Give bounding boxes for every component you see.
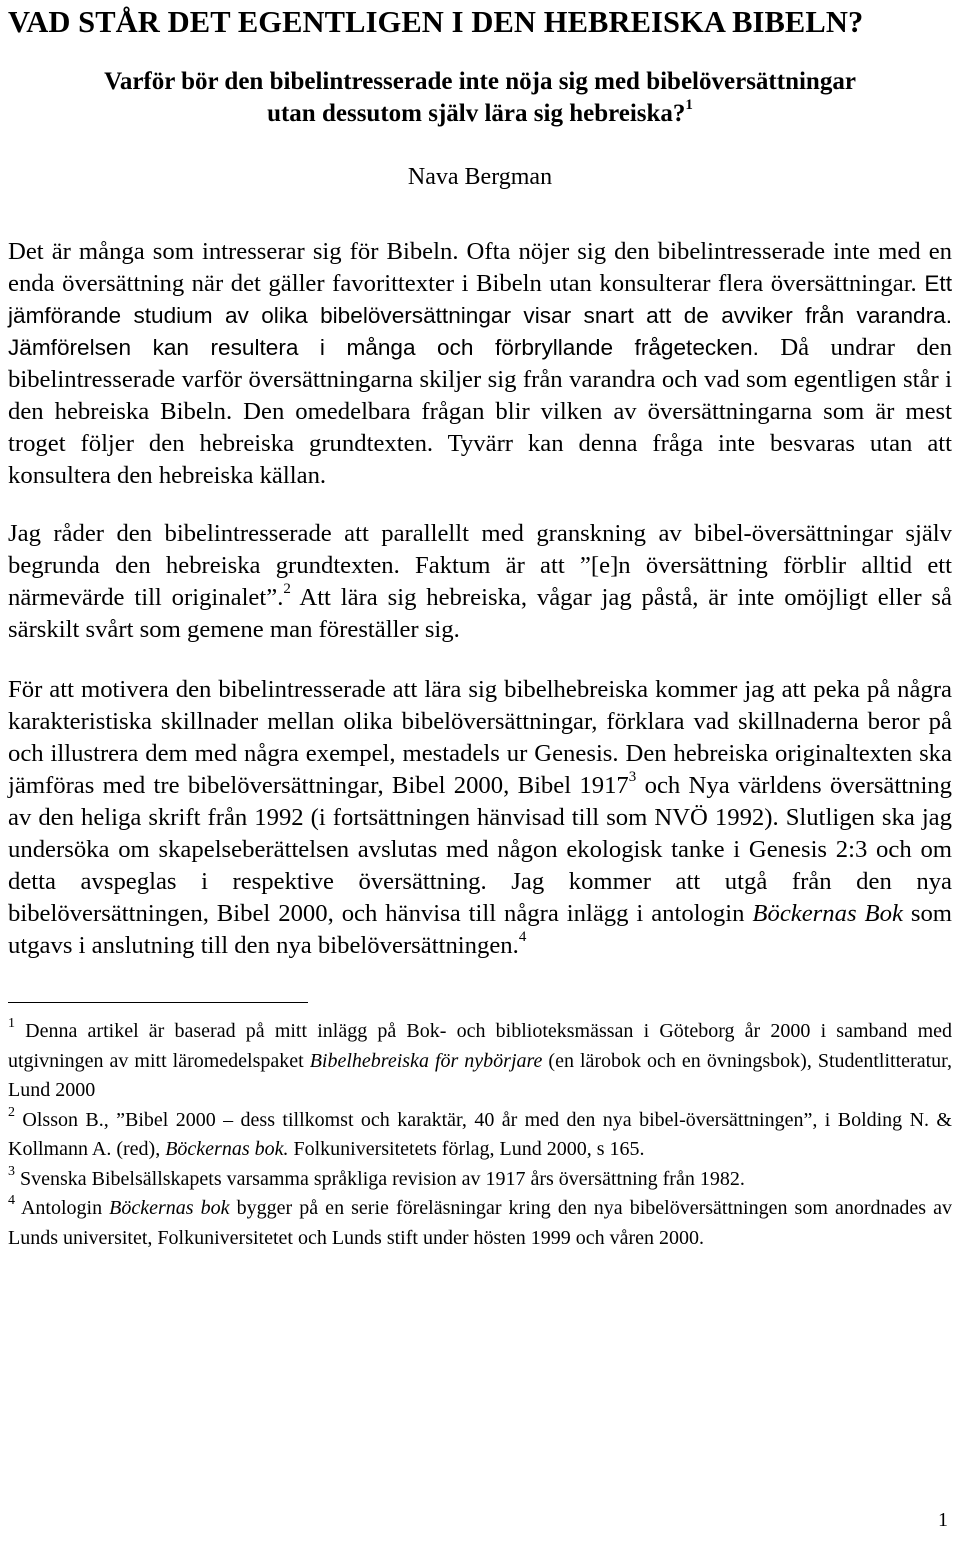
footnote-italic-title: Böckernas bok. (165, 1138, 289, 1160)
footnote-ref-1[interactable]: 1 (685, 96, 693, 113)
footnote-text: Denna artikel är baserad på mitt inlägg på Bok- och biblioteksmässan i Göteborg år 2000 i samband med utgivningen av mitt läromedelspaket (8, 1020, 952, 1072)
paragraph-3-book-title: Böckernas Bok (752, 900, 903, 927)
footnote-4 (8, 1194, 952, 1253)
paragraph-advice (8, 518, 952, 646)
paragraph-3-text-b: och Nya världens översättning av den heliga skrift från 1992 (i fortsättningen hänvisad till som NVÖ 1992). Slutligen ska jag undersöka om skapelseberättelsen avslutas med någon ekologisk tanke i Genesis 2:3 och om detta avspeglas i respektive översättning. Jag kommer att utgå från den nya bibelöversättningen, Bibel 2000, och hänvisa till några inlägg i antologin (8, 772, 952, 927)
paragraph-1-sentence-4: Den omedelbara frågan blir vilken av översättningarna som är mest troget följer den hebreiska grundtexten. Tyvärr kan denna fråga inte besvaras utan att konsultera den hebreiska källan. (8, 398, 952, 489)
footnote-number: 1 (8, 1016, 15, 1032)
footnote-text: Antologin (15, 1197, 110, 1219)
paragraph-intro (8, 236, 952, 492)
footnote-text: Svenska Bibelsällskapets varsamma språkliga revision av 1917 års översättning från 1982. (15, 1167, 745, 1190)
footnote-text: Folkuniversitetets förlag, Lund 2000, s 165. (288, 1138, 645, 1160)
paragraph-motivation (8, 674, 952, 962)
page-number: 1 (938, 1509, 948, 1531)
article-subtitle (8, 66, 952, 130)
footnote-ref-3[interactable]: 3 (628, 768, 637, 785)
paragraph-3-text-c: som utgavs i anslutning till den nya bibelöversättningen. (8, 900, 952, 959)
paragraph-2-text-b: Att lära sig hebreiska, vågar jag påstå, är inte omöjligt eller så särskilt svårt som gemene man föreställer sig. (8, 584, 952, 643)
footnote-number: 3 (8, 1163, 15, 1179)
paragraph-1-sentence-3: Då undrar den bibelintresserade varför översättningarna skiljer sig från varandra och vad som egentligen står i den hebreiska Bibeln. (8, 334, 952, 425)
subtitle-line-1: Varför bör den bibelintresserade inte nöja sig med bibelöversättningar (104, 68, 856, 95)
footnote-italic-title: Bibelhebreiska för nybörjare (309, 1049, 543, 1072)
footnote-ref-4[interactable]: 4 (518, 928, 527, 945)
paragraph-1-sentence-2: Ett jämförande studium av olika bibelöversättningar visar snart att de avviker från varandra. Jämförelsen kan resultera i många och förbryllande frågetecken. (8, 271, 952, 360)
footnote-number: 4 (8, 1193, 15, 1209)
footnote-ref-2[interactable]: 2 (283, 580, 291, 597)
author-name: Nava Bergman (407, 164, 553, 190)
footnote-italic-title: Böckernas bok (109, 1197, 230, 1219)
footnote-text: (en lärobok och en övningsbok), Studentlitteratur, Lund 2000 (8, 1049, 952, 1101)
footnote-text: bygger på en serie föreläsningar kring den nya bibelöversättningen som anordnades av Lunds universitet, Folkuniversitetet och Lunds stift under hösten 1999 och våren 2000. (8, 1197, 952, 1249)
footnotes (8, 1017, 952, 1253)
paragraph-1-sentence-1: Det är många som intresserar sig för Bibeln. Ofta nöjer sig den bibelintresserade inte med en enda översättning när det gäller favorittexter i Bibeln utan konsulterar flera översättningar. (8, 238, 952, 297)
footnote-number: 2 (8, 1104, 15, 1120)
footnote-3 (8, 1165, 952, 1195)
subtitle-line-2: utan dessutom själv lära sig hebreiska? (267, 100, 686, 127)
footnote-1 (8, 1017, 952, 1106)
paragraph-3-text-a: För att motivera den bibelintresserade att lära sig bibelhebreiska kommer jag att peka på några karakteristiska skillnader mellan olika bibelöversättningar, förklara vad skillnaderna beror på och illustrera dem med några exempel, mestadels ur Genesis. Den hebreiska originaltexten ska jämföras med tre bibelöversättningar, Bibel 2000, Bibel 1917 (8, 676, 952, 799)
footnote-divider (8, 1002, 308, 1003)
paragraph-2-text-a: Jag råder den bibelintresserade att parallellt med granskning av bibel-översättningar själv begrunda den hebreiska grundtexten. Faktum är att ”[e]n översättning förblir alltid ett närmevärde till originalet”. (8, 520, 952, 611)
footnote-2 (8, 1106, 952, 1165)
article-title: VAD STÅR DET EGENTLIGEN I DEN HEBREISKA BIBELN? (8, 5, 864, 39)
footnote-text: Olsson B., ”Bibel 2000 – dess tillkomst och karaktär, 40 år med den nya bibel-översättningen”, i Bolding N. & Kollmann A. (red), (8, 1108, 952, 1160)
